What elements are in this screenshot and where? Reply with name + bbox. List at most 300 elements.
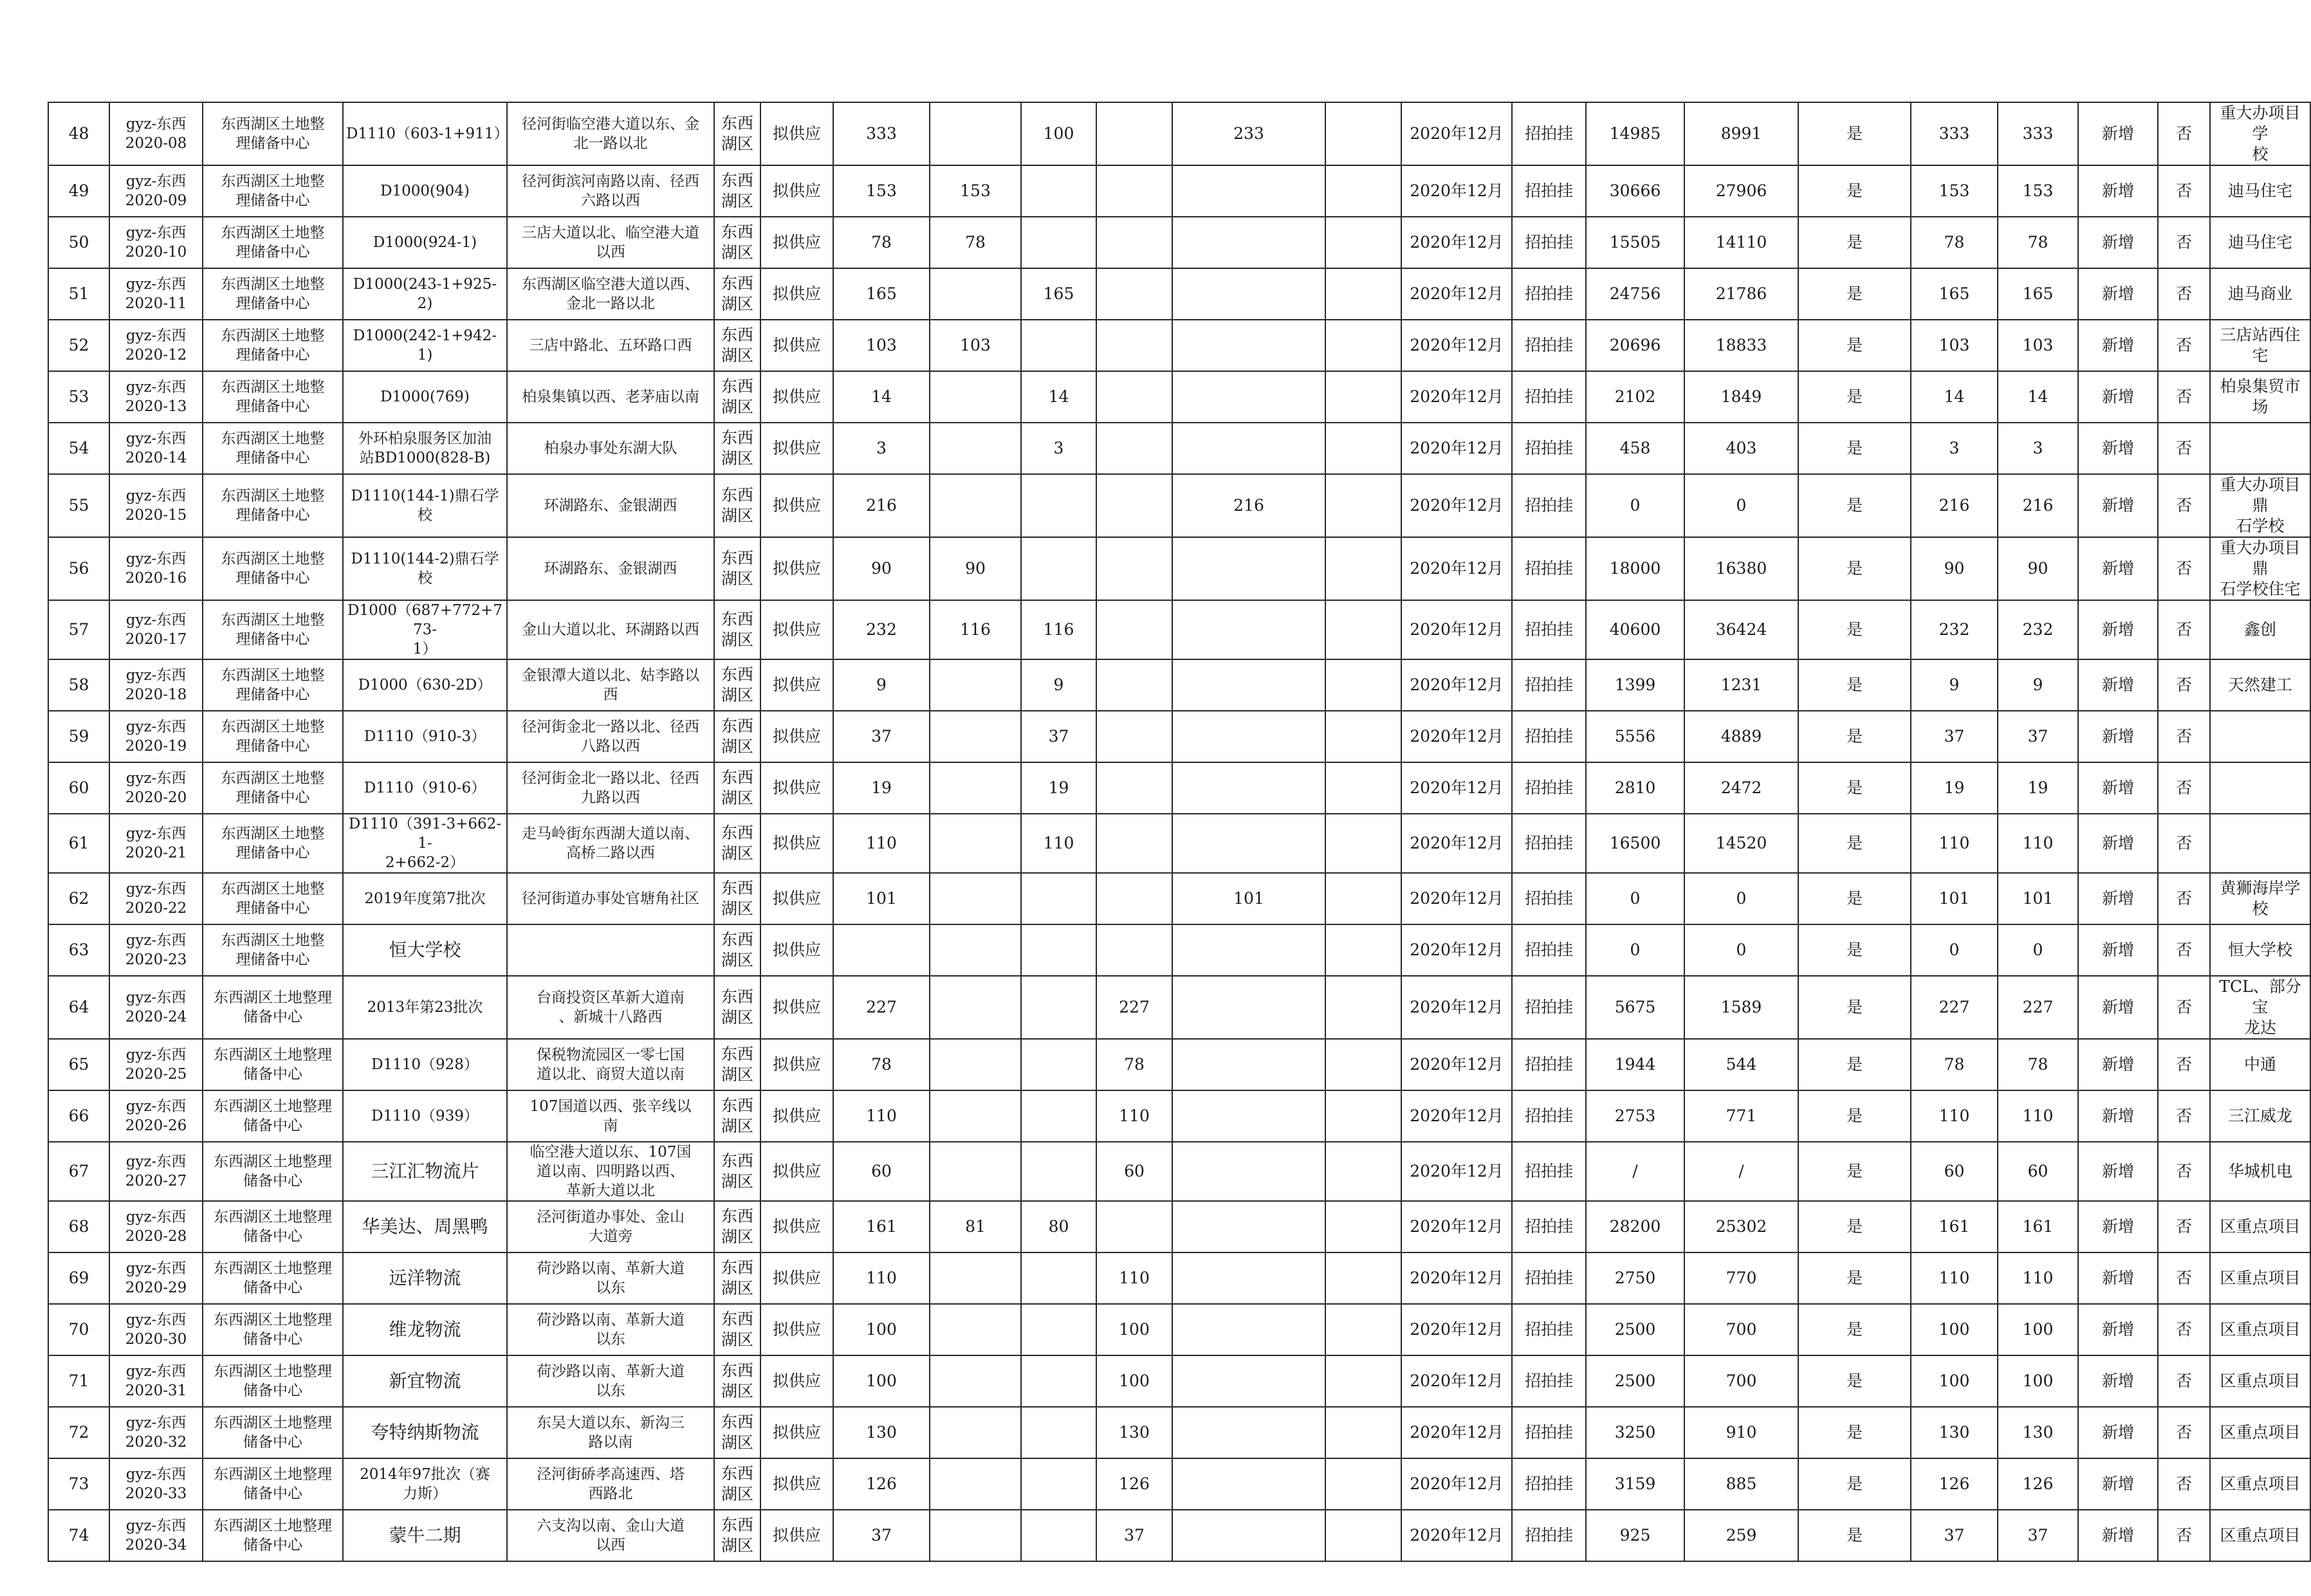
cell-actual-area: 232 (1998, 600, 2078, 659)
cell-area-public (1172, 659, 1325, 711)
cell-total-area (833, 924, 930, 976)
cell-area-industrial: 130 (1096, 1407, 1172, 1458)
cell-actual-area: 78 (1998, 217, 2078, 268)
cell-area-other (1325, 873, 1401, 924)
cell-project-code: gyz-东西 2020-17 (109, 600, 203, 659)
table-row (48, 1407, 2310, 1458)
cell-location: 径河街滨河南路以南、径西 六路以西 (507, 165, 714, 217)
cell-area-public (1172, 268, 1325, 320)
cell-is-approved: 否 (2158, 217, 2210, 268)
cell-unit-name: 东西湖区土地整 理储备中心 (203, 423, 343, 474)
cell-area-industrial: 227 (1096, 976, 1172, 1039)
cell-planned-area: 126 (1911, 1458, 1998, 1510)
cell-actual-area: 227 (1998, 976, 2078, 1039)
cell-estimated-price: 14985 (1586, 102, 1684, 165)
cell-area-industrial (1096, 268, 1172, 320)
cell-in-plan: 是 (1798, 814, 1911, 873)
cell-area-residential (930, 976, 1021, 1039)
cell-district: 东西 湖区 (714, 217, 760, 268)
cell-area-public (1172, 762, 1325, 814)
table-row (48, 711, 2310, 762)
cell-area-public (1172, 924, 1325, 976)
cell-supply-method: 招拍挂 (1512, 924, 1586, 976)
cell-estimated-price: 5556 (1586, 711, 1684, 762)
cell-project-code: gyz-东西 2020-21 (109, 814, 203, 873)
cell-district: 东西 湖区 (714, 1407, 760, 1458)
cell-serial-no: 56 (48, 537, 109, 600)
cell-unit-name: 东西湖区土地整理 储备中心 (203, 1304, 343, 1355)
cell-estimated-income: 1849 (1684, 371, 1798, 423)
cell-estimated-price: 2500 (1586, 1304, 1684, 1355)
cell-supply-status: 拟供应 (760, 371, 833, 423)
cell-total-area: 110 (833, 1090, 930, 1142)
cell-parcel-code: 三江汇物流片 (343, 1142, 507, 1201)
cell-planned-area: 100 (1911, 1304, 1998, 1355)
cell-serial-no: 60 (48, 762, 109, 814)
cell-estimated-price: 2102 (1586, 371, 1684, 423)
cell-unit-name: 东西湖区土地整理 储备中心 (203, 1142, 343, 1201)
cell-unit-name: 东西湖区土地整 理储备中心 (203, 217, 343, 268)
cell-area-residential (930, 1510, 1021, 1561)
cell-is-approved: 否 (2158, 814, 2210, 873)
cell-estimated-income: 2472 (1684, 762, 1798, 814)
cell-location: 金山大道以北、环湖路以西 (507, 600, 714, 659)
cell-unit-name: 东西湖区土地整理 储备中心 (203, 1458, 343, 1510)
cell-area-industrial (1096, 762, 1172, 814)
cell-estimated-income: 700 (1684, 1355, 1798, 1407)
cell-area-public (1172, 1458, 1325, 1510)
cell-area-commercial (1021, 217, 1096, 268)
cell-unit-name: 东西湖区土地整理 储备中心 (203, 976, 343, 1039)
cell-estimated-income: 771 (1684, 1090, 1798, 1142)
cell-estimated-price: / (1586, 1142, 1684, 1201)
cell-estimated-price: 3159 (1586, 1458, 1684, 1510)
cell-planned-area: 110 (1911, 1252, 1998, 1304)
cell-is-approved: 否 (2158, 762, 2210, 814)
cell-supply-status: 拟供应 (760, 1090, 833, 1142)
cell-unit-name: 东西湖区土地整 理储备中心 (203, 762, 343, 814)
cell-area-industrial (1096, 102, 1172, 165)
cell-estimated-price: 24756 (1586, 268, 1684, 320)
cell-district: 东西 湖区 (714, 711, 760, 762)
cell-area-commercial: 165 (1021, 268, 1096, 320)
cell-planned-area: 9 (1911, 659, 1998, 711)
cell-supply-method: 招拍挂 (1512, 165, 1586, 217)
cell-supply-method: 招拍挂 (1512, 371, 1586, 423)
cell-estimated-price: 0 (1586, 924, 1684, 976)
cell-district: 东西 湖区 (714, 1304, 760, 1355)
cell-area-other (1325, 217, 1401, 268)
cell-district: 东西 湖区 (714, 268, 760, 320)
cell-location: 保税物流园区一零七国 道以北、商贸大道以南 (507, 1039, 714, 1090)
cell-area-residential (930, 423, 1021, 474)
cell-actual-area: 110 (1998, 814, 2078, 873)
cell-area-residential (930, 762, 1021, 814)
cell-area-residential (930, 268, 1021, 320)
cell-district: 东西 湖区 (714, 873, 760, 924)
cell-total-area: 37 (833, 711, 930, 762)
cell-new-or-stock: 新增 (2078, 762, 2158, 814)
cell-in-plan: 是 (1798, 1458, 1911, 1510)
cell-supply-time: 2020年12月 (1401, 1039, 1512, 1090)
cell-area-industrial: 126 (1096, 1458, 1172, 1510)
table-row (48, 474, 2310, 537)
cell-area-other (1325, 1252, 1401, 1304)
cell-parcel-code: D1000(769) (343, 371, 507, 423)
cell-supply-time: 2020年12月 (1401, 814, 1512, 873)
cell-supply-method: 招拍挂 (1512, 1090, 1586, 1142)
cell-is-approved: 否 (2158, 924, 2210, 976)
cell-new-or-stock: 新增 (2078, 423, 2158, 474)
cell-project-code: gyz-东西 2020-29 (109, 1252, 203, 1304)
cell-planned-area: 3 (1911, 423, 1998, 474)
cell-planned-area: 161 (1911, 1201, 1998, 1252)
cell-total-area: 110 (833, 1252, 930, 1304)
cell-area-public (1172, 217, 1325, 268)
cell-area-commercial (1021, 474, 1096, 537)
cell-district: 东西 湖区 (714, 1458, 760, 1510)
cell-supply-method: 招拍挂 (1512, 1039, 1586, 1090)
cell-estimated-income: 700 (1684, 1304, 1798, 1355)
cell-parcel-code: D1110(144-1)鼎石学 校 (343, 474, 507, 537)
cell-remark: 鑫创 (2210, 600, 2310, 659)
table-row (48, 102, 2310, 165)
cell-location: 金银潭大道以北、姑李路以 西 (507, 659, 714, 711)
cell-area-commercial: 19 (1021, 762, 1096, 814)
cell-area-industrial (1096, 659, 1172, 711)
table-row (48, 1252, 2310, 1304)
cell-planned-area: 103 (1911, 320, 1998, 371)
cell-planned-area: 37 (1911, 711, 1998, 762)
cell-in-plan: 是 (1798, 924, 1911, 976)
cell-area-industrial: 110 (1096, 1252, 1172, 1304)
cell-area-public (1172, 1090, 1325, 1142)
cell-supply-time: 2020年12月 (1401, 659, 1512, 711)
cell-remark: TCL、部分宝 龙达 (2210, 976, 2310, 1039)
cell-planned-area: 19 (1911, 762, 1998, 814)
cell-actual-area: 100 (1998, 1355, 2078, 1407)
cell-supply-method: 招拍挂 (1512, 873, 1586, 924)
cell-in-plan: 是 (1798, 1039, 1911, 1090)
cell-district: 东西 湖区 (714, 1090, 760, 1142)
cell-serial-no: 53 (48, 371, 109, 423)
cell-area-industrial: 100 (1096, 1304, 1172, 1355)
cell-serial-no: 51 (48, 268, 109, 320)
cell-area-public (1172, 537, 1325, 600)
cell-area-public (1172, 1201, 1325, 1252)
cell-supply-time: 2020年12月 (1401, 1355, 1512, 1407)
cell-area-public (1172, 1039, 1325, 1090)
cell-project-code: gyz-东西 2020-09 (109, 165, 203, 217)
cell-area-commercial: 14 (1021, 371, 1096, 423)
cell-location: 柏泉办事处东湖大队 (507, 423, 714, 474)
cell-supply-status: 拟供应 (760, 1355, 833, 1407)
cell-supply-time: 2020年12月 (1401, 268, 1512, 320)
cell-district: 东西 湖区 (714, 924, 760, 976)
cell-area-residential (930, 1458, 1021, 1510)
cell-area-commercial: 37 (1021, 711, 1096, 762)
cell-location: 107国道以西、张辛线以 南 (507, 1090, 714, 1142)
cell-district: 东西 湖区 (714, 600, 760, 659)
cell-serial-no: 65 (48, 1039, 109, 1090)
cell-parcel-code: D1110（391-3+662-1- 2+662-2） (343, 814, 507, 873)
cell-area-industrial (1096, 537, 1172, 600)
cell-supply-time: 2020年12月 (1401, 762, 1512, 814)
cell-unit-name: 东西湖区土地整 理储备中心 (203, 320, 343, 371)
cell-parcel-code: D1000(904) (343, 165, 507, 217)
cell-planned-area: 78 (1911, 217, 1998, 268)
cell-new-or-stock: 新增 (2078, 474, 2158, 537)
cell-supply-status: 拟供应 (760, 217, 833, 268)
cell-supply-status: 拟供应 (760, 1039, 833, 1090)
cell-planned-area: 100 (1911, 1355, 1998, 1407)
cell-serial-no: 52 (48, 320, 109, 371)
cell-planned-area: 110 (1911, 814, 1998, 873)
cell-project-code: gyz-东西 2020-14 (109, 423, 203, 474)
cell-area-other (1325, 165, 1401, 217)
cell-unit-name: 东西湖区土地整 理储备中心 (203, 659, 343, 711)
cell-total-area: 78 (833, 1039, 930, 1090)
cell-parcel-code: D1110（910-6） (343, 762, 507, 814)
cell-new-or-stock: 新增 (2078, 268, 2158, 320)
cell-estimated-price: 40600 (1586, 600, 1684, 659)
cell-area-other (1325, 924, 1401, 976)
cell-estimated-income: 403 (1684, 423, 1798, 474)
cell-in-plan: 是 (1798, 217, 1911, 268)
table-row (48, 976, 2310, 1039)
cell-new-or-stock: 新增 (2078, 873, 2158, 924)
cell-area-industrial (1096, 474, 1172, 537)
cell-actual-area: 3 (1998, 423, 2078, 474)
cell-planned-area: 37 (1911, 1510, 1998, 1561)
cell-supply-time: 2020年12月 (1401, 423, 1512, 474)
cell-supply-time: 2020年12月 (1401, 924, 1512, 976)
cell-total-area: 130 (833, 1407, 930, 1458)
cell-parcel-code: 远洋物流 (343, 1252, 507, 1304)
cell-area-residential (930, 1252, 1021, 1304)
cell-serial-no: 69 (48, 1252, 109, 1304)
cell-serial-no: 50 (48, 217, 109, 268)
table-row (48, 423, 2310, 474)
cell-area-residential (930, 873, 1021, 924)
cell-remark: 三店站西住宅 (2210, 320, 2310, 371)
table-row (48, 1142, 2310, 1201)
cell-total-area: 161 (833, 1201, 930, 1252)
cell-remark (2210, 711, 2310, 762)
cell-district: 东西 湖区 (714, 1355, 760, 1407)
cell-area-residential (930, 659, 1021, 711)
cell-area-public: 233 (1172, 102, 1325, 165)
cell-district: 东西 湖区 (714, 976, 760, 1039)
cell-remark: 华城机电 (2210, 1142, 2310, 1201)
table-row (48, 371, 2310, 423)
cell-serial-no: 59 (48, 711, 109, 762)
cell-supply-method: 招拍挂 (1512, 268, 1586, 320)
cell-estimated-income: 18833 (1684, 320, 1798, 371)
cell-area-other (1325, 1304, 1401, 1355)
cell-actual-area: 216 (1998, 474, 2078, 537)
cell-supply-status: 拟供应 (760, 600, 833, 659)
cell-estimated-income: 0 (1684, 924, 1798, 976)
cell-parcel-code: 新宜物流 (343, 1355, 507, 1407)
cell-project-code: gyz-东西 2020-28 (109, 1201, 203, 1252)
cell-area-industrial (1096, 320, 1172, 371)
cell-location: 径河街道办事处官塘角社区 (507, 873, 714, 924)
cell-area-public (1172, 1355, 1325, 1407)
cell-area-other (1325, 1142, 1401, 1201)
cell-serial-no: 64 (48, 976, 109, 1039)
cell-estimated-income: 0 (1684, 474, 1798, 537)
cell-area-public (1172, 320, 1325, 371)
cell-in-plan: 是 (1798, 102, 1911, 165)
cell-area-other (1325, 1201, 1401, 1252)
cell-unit-name: 东西湖区土地整理 储备中心 (203, 1355, 343, 1407)
cell-area-other (1325, 102, 1401, 165)
land-supply-table (48, 102, 2311, 1562)
cell-area-other (1325, 423, 1401, 474)
cell-in-plan: 是 (1798, 1142, 1911, 1201)
cell-area-commercial (1021, 1355, 1096, 1407)
cell-supply-method: 招拍挂 (1512, 423, 1586, 474)
cell-district: 东西 湖区 (714, 1510, 760, 1561)
cell-parcel-code: 2013年第23批次 (343, 976, 507, 1039)
cell-area-commercial (1021, 1142, 1096, 1201)
cell-estimated-price: 925 (1586, 1510, 1684, 1561)
cell-remark: 区重点项目 (2210, 1201, 2310, 1252)
cell-total-area: 14 (833, 371, 930, 423)
cell-project-code: gyz-东西 2020-20 (109, 762, 203, 814)
cell-new-or-stock: 新增 (2078, 1304, 2158, 1355)
cell-supply-status: 拟供应 (760, 1407, 833, 1458)
table-row (48, 537, 2310, 600)
cell-area-other (1325, 371, 1401, 423)
cell-unit-name: 东西湖区土地整 理储备中心 (203, 474, 343, 537)
cell-in-plan: 是 (1798, 1355, 1911, 1407)
cell-in-plan: 是 (1798, 1252, 1911, 1304)
cell-supply-method: 招拍挂 (1512, 1252, 1586, 1304)
cell-serial-no: 61 (48, 814, 109, 873)
cell-is-approved: 否 (2158, 537, 2210, 600)
cell-actual-area: 130 (1998, 1407, 2078, 1458)
cell-parcel-code: 维龙物流 (343, 1304, 507, 1355)
cell-supply-time: 2020年12月 (1401, 1142, 1512, 1201)
cell-total-area: 227 (833, 976, 930, 1039)
cell-planned-area: 216 (1911, 474, 1998, 537)
cell-location: 径河街临空港大道以东、金 北一路以北 (507, 102, 714, 165)
cell-is-approved: 否 (2158, 1407, 2210, 1458)
cell-area-residential: 153 (930, 165, 1021, 217)
cell-area-other (1325, 659, 1401, 711)
cell-estimated-income: / (1684, 1142, 1798, 1201)
cell-supply-method: 招拍挂 (1512, 1355, 1586, 1407)
cell-location: 三店中路北、五环路口西 (507, 320, 714, 371)
cell-remark: 区重点项目 (2210, 1458, 2310, 1510)
cell-estimated-price: 1399 (1586, 659, 1684, 711)
cell-actual-area: 110 (1998, 1252, 2078, 1304)
cell-unit-name: 东西湖区土地整 理储备中心 (203, 165, 343, 217)
cell-district: 东西 湖区 (714, 474, 760, 537)
cell-location: 东西湖区临空港大道以西、 金北一路以北 (507, 268, 714, 320)
cell-estimated-income: 25302 (1684, 1201, 1798, 1252)
cell-total-area: 101 (833, 873, 930, 924)
cell-area-residential (930, 814, 1021, 873)
cell-actual-area: 110 (1998, 1090, 2078, 1142)
cell-area-industrial: 60 (1096, 1142, 1172, 1201)
cell-unit-name: 东西湖区土地整理 储备中心 (203, 1090, 343, 1142)
cell-new-or-stock: 新增 (2078, 1510, 2158, 1561)
cell-is-approved: 否 (2158, 1201, 2210, 1252)
cell-new-or-stock: 新增 (2078, 659, 2158, 711)
table-row (48, 217, 2310, 268)
cell-total-area: 19 (833, 762, 930, 814)
cell-estimated-income: 14110 (1684, 217, 1798, 268)
cell-supply-method: 招拍挂 (1512, 537, 1586, 600)
cell-estimated-price: 18000 (1586, 537, 1684, 600)
cell-area-other (1325, 1355, 1401, 1407)
cell-planned-area: 333 (1911, 102, 1998, 165)
cell-supply-status: 拟供应 (760, 924, 833, 976)
table-row (48, 165, 2310, 217)
cell-project-code: gyz-东西 2020-15 (109, 474, 203, 537)
cell-location: 走马岭街东西湖大道以南、 高桥二路以西 (507, 814, 714, 873)
cell-serial-no: 57 (48, 600, 109, 659)
cell-estimated-price: 1944 (1586, 1039, 1684, 1090)
cell-supply-time: 2020年12月 (1401, 1201, 1512, 1252)
cell-estimated-price: 0 (1586, 873, 1684, 924)
cell-area-residential (930, 1090, 1021, 1142)
cell-district: 东西 湖区 (714, 102, 760, 165)
cell-area-other (1325, 814, 1401, 873)
table-body (48, 102, 2310, 1561)
cell-in-plan: 是 (1798, 762, 1911, 814)
cell-project-code: gyz-东西 2020-16 (109, 537, 203, 600)
cell-area-other (1325, 1407, 1401, 1458)
cell-district: 东西 湖区 (714, 1142, 760, 1201)
cell-supply-time: 2020年12月 (1401, 1252, 1512, 1304)
cell-district: 东西 湖区 (714, 165, 760, 217)
cell-estimated-price: 28200 (1586, 1201, 1684, 1252)
cell-new-or-stock: 新增 (2078, 320, 2158, 371)
cell-estimated-price: 5675 (1586, 976, 1684, 1039)
cell-estimated-income: 770 (1684, 1252, 1798, 1304)
cell-parcel-code: D1110（939） (343, 1090, 507, 1142)
cell-is-approved: 否 (2158, 600, 2210, 659)
cell-area-industrial (1096, 1201, 1172, 1252)
cell-location: 泾河街道办事处、金山 大道旁 (507, 1201, 714, 1252)
cell-area-commercial (1021, 1304, 1096, 1355)
cell-unit-name: 东西湖区土地整 理储备中心 (203, 268, 343, 320)
cell-area-industrial (1096, 423, 1172, 474)
cell-in-plan: 是 (1798, 474, 1911, 537)
cell-area-public (1172, 600, 1325, 659)
cell-is-approved: 否 (2158, 423, 2210, 474)
cell-total-area: 3 (833, 423, 930, 474)
cell-supply-time: 2020年12月 (1401, 600, 1512, 659)
cell-supply-method: 招拍挂 (1512, 659, 1586, 711)
cell-is-approved: 否 (2158, 1090, 2210, 1142)
cell-parcel-code: D1000(243-1+925-2) (343, 268, 507, 320)
cell-parcel-code: D1110（928） (343, 1039, 507, 1090)
cell-total-area: 110 (833, 814, 930, 873)
cell-is-approved: 否 (2158, 1510, 2210, 1561)
cell-area-commercial (1021, 873, 1096, 924)
cell-unit-name: 东西湖区土地整 理储备中心 (203, 537, 343, 600)
cell-actual-area: 19 (1998, 762, 2078, 814)
cell-location: 泾河街硚孝高速西、塔 西路北 (507, 1458, 714, 1510)
cell-parcel-code: D1000(242-1+942-1) (343, 320, 507, 371)
cell-parcel-code: 蒙牛二期 (343, 1510, 507, 1561)
cell-unit-name: 东西湖区土地整 理储备中心 (203, 371, 343, 423)
